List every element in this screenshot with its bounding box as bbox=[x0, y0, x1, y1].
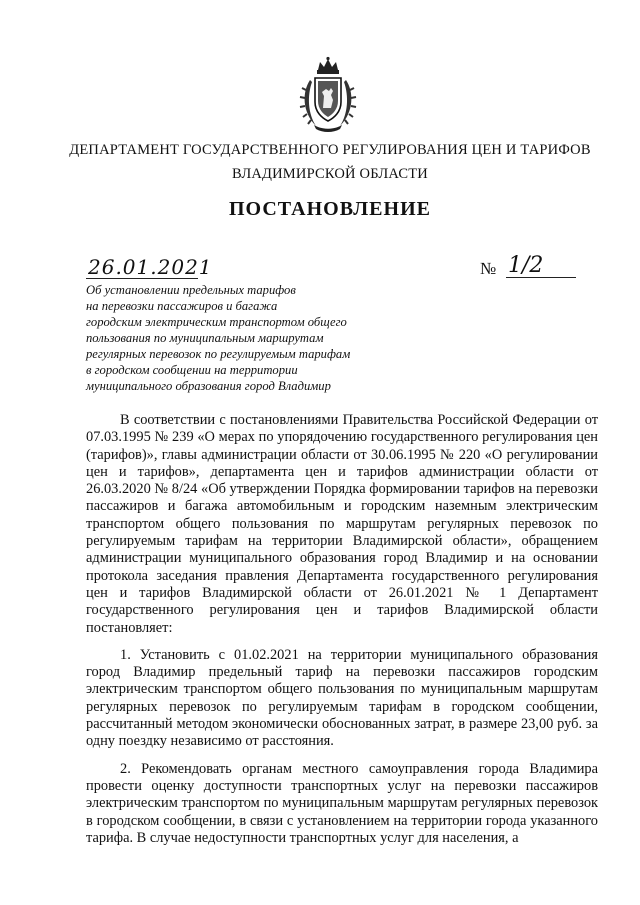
subject-line: Об установлении предельных тарифов bbox=[86, 283, 296, 297]
resolution-item-2: 2. Рекомендовать органам местного самоуправления города Владимира провести оценку доступности транспортных услуг на перевозки пассажиров электрическим транспортом по муниципальным маршрутам регулярных перевозок в городском сообщении, в связи с установлением на территории города указанного тарифа. В случае недоступности транспортных услуг для населения, а bbox=[86, 760, 598, 846]
department-name-line1: ДЕПАРТАМЕНТ ГОСУДАРСТВЕННОГО РЕГУЛИРОВАНИЯ ЦЕН И ТАРИФОВ bbox=[69, 142, 591, 158]
document-date: 26.01.2021 bbox=[88, 255, 213, 279]
subject-line: муниципального образования город Владимир bbox=[86, 379, 331, 393]
preamble-paragraph: В соответствии с постановлениями Правительства Российской Федерации от 07.03.1995 № 239 «О мерах по упорядочению государственного регулирования цен (тарифов)», главы администрации области от 30.06.1995 № 220 «О регулировании цен и тарифов», департамента цен и тарифов администрации области от 26.03.2020 № 8/24 «Об утверждении Порядка формировании тарифов на перевозки пассажиров и багажа автомобильным и городским наземным электрическим транспортом общего пользования по маршрутам регулярных перевозок по регулируемым тарифам на территории Владимирской области», обращением администрации муниципального образования город Владимир и на основании протокола заседания правления Департамента государственного регулирования цен и тарифов Владимирской области от 26.01.2021 № 1 Департамент государственного регулирования цен и тарифов Владимирской области постановляет: bbox=[86, 412, 598, 636]
subject-line: пользования по муниципальным маршрутам bbox=[86, 331, 324, 345]
subject-line: на перевозки пассажиров и багажа bbox=[86, 299, 278, 313]
coat-of-arms-icon bbox=[298, 56, 358, 134]
department-name-line2: ВЛАДИМИРСКОЙ ОБЛАСТИ bbox=[232, 166, 428, 182]
document-title: ПОСТАНОВЛЕНИЕ bbox=[229, 198, 431, 220]
document-number: 1/2 bbox=[508, 253, 544, 278]
document-subject bbox=[86, 282, 386, 394]
subject-line: в городском сообщении на территории bbox=[86, 363, 298, 377]
subject-line: городским электрическим транспортом общего bbox=[86, 315, 347, 329]
number-sign: № bbox=[480, 259, 497, 278]
number-underline bbox=[506, 277, 576, 278]
document-body bbox=[86, 412, 598, 847]
document-number-block bbox=[480, 253, 580, 281]
subject-line: регулярных перевозок по регулируемым тарифам bbox=[86, 347, 351, 361]
date-underline bbox=[86, 278, 198, 279]
resolution-item-1: 1. Установить с 01.02.2021 на территории муниципального образования город Владимир предельный тариф на перевозки пассажиров городским электрическим транспортом общего пользования по муниципальным маршрутам регулярных перевозок по регулируемым тарифам в городском сообщении, рассчитанный методом экономически обоснованных затрат, в размере 23,00 руб. за одну поездку независимо от расстояния. bbox=[86, 646, 598, 750]
